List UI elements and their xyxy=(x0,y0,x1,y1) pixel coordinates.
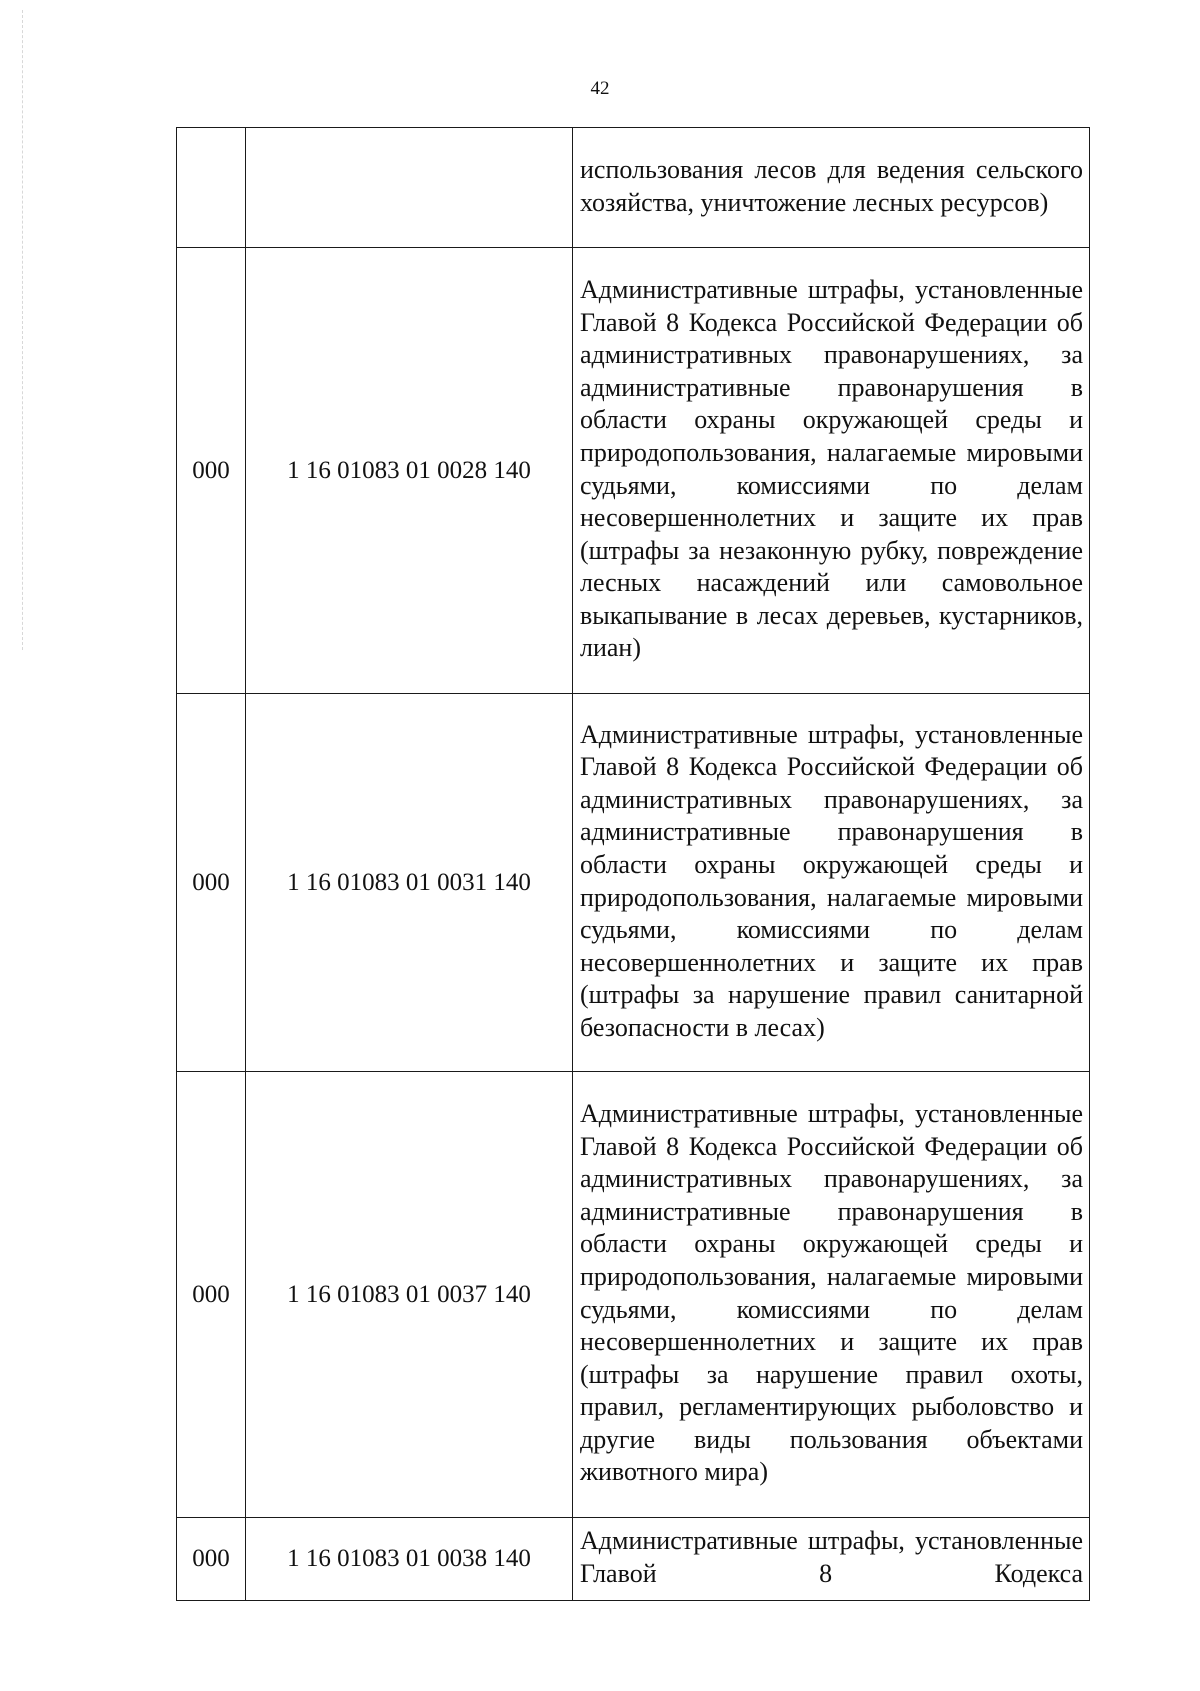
table-row xyxy=(177,248,1090,694)
admin-code-cell xyxy=(177,128,246,248)
description-cell xyxy=(573,128,1090,248)
scan-margin-artifact xyxy=(22,10,25,650)
kbk-code-cell: 1 16 01083 01 0028 140 xyxy=(246,248,573,694)
budget-codes-table xyxy=(176,127,1090,1601)
description-cell xyxy=(573,694,1090,1072)
kbk-code-cell xyxy=(246,128,573,248)
description-text: Административные штрафы, установленные Главой 8 Кодекса xyxy=(580,1526,1083,1588)
description-cell xyxy=(573,1072,1090,1518)
description-cell xyxy=(573,1518,1090,1601)
table-row xyxy=(177,128,1090,248)
kbk-code-cell: 1 16 01083 01 0037 140 xyxy=(246,1072,573,1518)
page-number: 42 xyxy=(590,78,610,99)
admin-code-cell: 000 xyxy=(177,248,246,694)
table-row xyxy=(177,1072,1090,1518)
kbk-code-cell: 1 16 01083 01 0031 140 xyxy=(246,694,573,1072)
admin-code-cell: 000 xyxy=(177,1072,246,1518)
kbk-code-cell: 1 16 01083 01 0038 140 xyxy=(246,1518,573,1601)
description-text: Административные штрафы, установленные Главой 8 Кодекса Российской Федерации об административных правонарушениях, за административные правонарушения в области охраны окружающей среды и природопользования, налагаемые мировыми судьями, комиссиями по делам несовершеннолетних и защите их прав (штрафы за незаконную рубку, повреждение лесных насаждений или самовольное выкапывание в лесах деревьев, кустарников, лиан) xyxy=(580,274,1083,663)
admin-code-cell: 000 xyxy=(177,694,246,1072)
description-text: Административные штрафы, установленные Главой 8 Кодекса Российской Федерации об административных правонарушениях, за административные правонарушения в области охраны окружающей среды и природопользования, налагаемые мировыми судьями, комиссиями по делам несовершеннолетних и защите их прав (штрафы за нарушение правил санитарной безопасности в лесах) xyxy=(580,719,1083,1042)
table-row xyxy=(177,1518,1090,1601)
description-cell xyxy=(573,248,1090,694)
table-row xyxy=(177,694,1090,1072)
description-text: Административные штрафы, установленные Главой 8 Кодекса Российской Федерации об административных правонарушениях, за административные правонарушения в области охраны окружающей среды и природопользования, налагаемые мировыми судьями, комиссиями по делам несовершеннолетних и защите их прав (штрафы за нарушение правил охоты, правил, регламентирующих рыболовство и другие виды пользования объектами животного мира) xyxy=(580,1098,1083,1487)
admin-code-cell: 000 xyxy=(177,1518,246,1601)
description-text: использования лесов для ведения сельского хозяйства, уничтожение лесных ресурсов) xyxy=(580,154,1083,217)
